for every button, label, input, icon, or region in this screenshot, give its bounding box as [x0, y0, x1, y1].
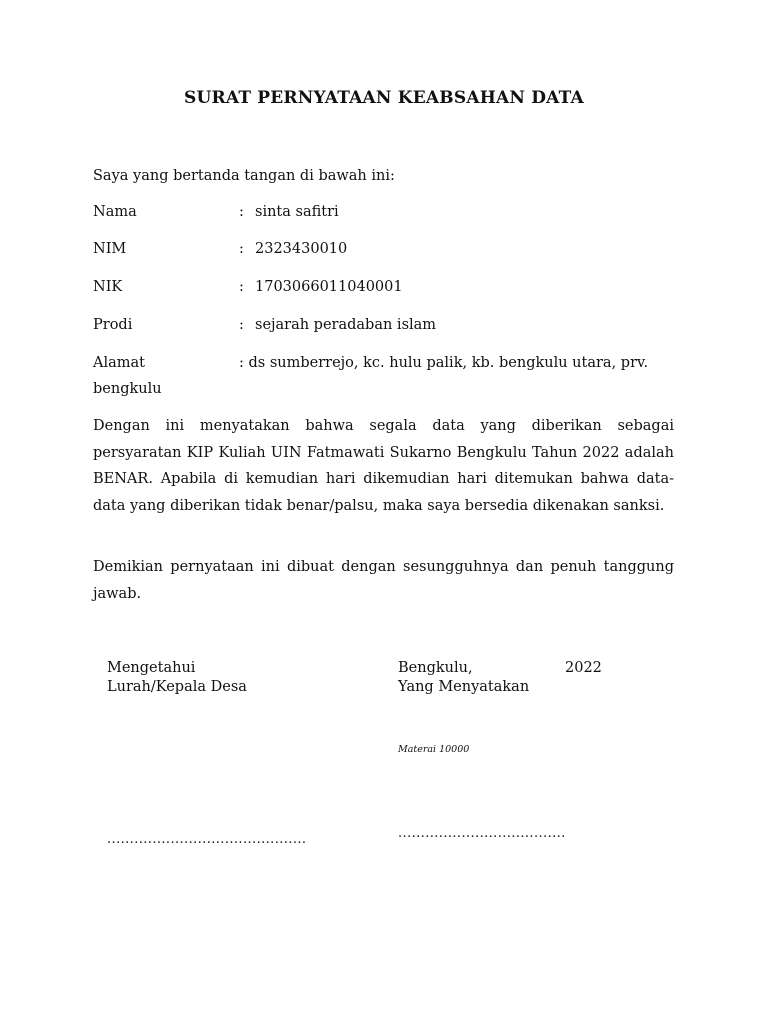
document-title: SURAT PERNYATAAN KEABSAHAN DATA [184, 88, 584, 108]
signature-right-role: Yang Menyatakan [398, 679, 530, 695]
field-nama [93, 199, 678, 225]
field-label: Alamat [93, 355, 145, 371]
signature-block-right [398, 659, 608, 697]
field-prodi [93, 312, 678, 338]
signature-left-heading: Mengetahui [107, 660, 196, 676]
alamat-value-continued: bengkulu [93, 381, 162, 397]
signature-left-role: Lurah/Kepala Desa [107, 679, 247, 695]
field-colon: : [239, 241, 244, 257]
field-value: sinta safitri [255, 204, 339, 220]
field-nim [93, 236, 678, 262]
signature-line-right: ..................................... [398, 826, 566, 841]
field-label: NIK [93, 279, 123, 295]
field-colon: : [239, 317, 244, 333]
statement-paragraph: Dengan ini menyatakan bahwa segala data yang diberikan sebagai persyaratan KIP Kuliah UIN Fatmawati Sukarno Bengkulu Tahun 2022 adalah BENAR. Apabila di kemudian hari dikemudian hari ditemukan bahwa data-data yang diberikan tidak benar/palsu, maka saya bersedia dikenakan sanksi. [93, 418, 674, 514]
field-label: NIM [93, 241, 127, 257]
closing-paragraph: Demikian pernyataan ini dibuat dengan sesungguhnya dan penuh tanggung jawab. [93, 559, 674, 602]
field-value: 1703066011040001 [255, 279, 403, 295]
field-label: Nama [93, 204, 137, 220]
signature-block-left [107, 659, 247, 697]
field-colon: : [239, 279, 244, 295]
field-label: Prodi [93, 317, 133, 333]
place-date-line [398, 659, 608, 678]
alamat-value: : ds sumberrejo, kc. hulu palik, kb. bengkulu utara, prv. [239, 355, 649, 371]
materai-stamp-label: Materai 10000 [398, 744, 470, 755]
field-nik [93, 274, 678, 300]
field-value: 2323430010 [255, 241, 348, 257]
place-text: Bengkulu, [398, 660, 473, 676]
signature-line-left: ............................................ [107, 832, 307, 847]
field-value: sejarah peradaban islam [255, 317, 437, 333]
field-colon: : [239, 204, 244, 220]
intro-text: Saya yang bertanda tangan di bawah ini: [93, 168, 395, 184]
year-text: 2022 [565, 660, 602, 676]
